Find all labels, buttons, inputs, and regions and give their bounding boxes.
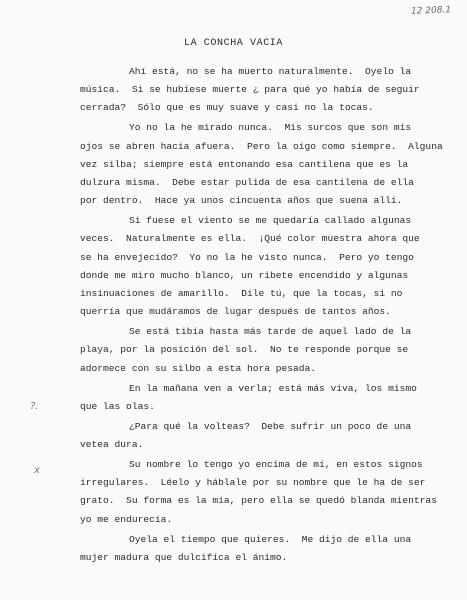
text-line: por dentro. Hace ya unos cincuenta años que suena allí. <box>80 195 403 207</box>
text-line: Yo no la he mirado nunca. Mis surcos que son mis <box>129 122 412 134</box>
text-line: vetea dura. <box>80 439 144 450</box>
text-line: yo me endurecía. <box>80 513 173 525</box>
text-line: Ahí está, no se ha muerto naturalmente. Oyelo la <box>129 66 412 77</box>
text-line: insinuaciones de amarillo. Dile tú, que la tocas, si no <box>80 288 403 299</box>
document-title: LA CONCHA VACIA <box>183 38 283 49</box>
text-line: Si fuese el viento se me quedaría callado algunas <box>129 215 412 227</box>
text-line: Oyela el tiempo que quieres. Me dijo de ella una <box>129 533 412 545</box>
text-line: veces. Naturalmente es ella. ¡Qué color muestra ahora que <box>80 233 420 245</box>
text-line: irregulares. Léelo y háblale por su nombre que le ha de ser <box>80 477 426 489</box>
text-line: grato. Su forma es la mía, pero ella se quedó blanda mientras <box>80 495 437 507</box>
archive-reference: 12 208.1 <box>410 5 452 17</box>
margin-x-mark: x <box>34 465 40 476</box>
text-line: En la mañana ven a verla; está más viva, los mismo <box>129 382 417 394</box>
text-line: ¿Para qué la volteas? Debe sufrir un poco de una <box>129 420 412 432</box>
text-line: mujer madura que dulcifica el ánimo. <box>80 551 288 563</box>
text-line: querría que mudáramos de lugar después de tantos años. <box>80 306 391 318</box>
text-line: música. Si se hubiese muerte ¿ para qué yo había de seguir <box>80 84 420 96</box>
text-line: dulzura misma. Debe estar pulida de esa cantilena de ella <box>80 177 414 188</box>
text-line: se ha envejecido? Yo no la he visto nunca. Pero yo tengo <box>80 251 414 263</box>
text-line: adormece con su silbo a esta hora pesada. <box>80 362 317 374</box>
text-line: vez silba; siempre está entonando esa cantilena que es la <box>80 158 409 170</box>
text-line: donde me miro mucho blanco, un ribete encendido y algunas <box>80 269 409 281</box>
text-line: Se está tibia hasta más tarde de aquel lado de la <box>129 326 412 338</box>
text-line: Su nombre lo tengo yo encima de mí, en estos signos <box>129 459 423 470</box>
text-line: playa, por la posición del sol. No te responde porque se <box>80 344 409 356</box>
margin-question-mark: ?. <box>30 401 39 412</box>
text-line: cerrada? Sólo que es muy suave y casi no la tocas. <box>80 102 374 114</box>
text-line: que las olas. <box>80 400 155 412</box>
text-line: ojos se abren hacia afuera. Pero la oigo como siempre. Alguna <box>80 140 443 152</box>
